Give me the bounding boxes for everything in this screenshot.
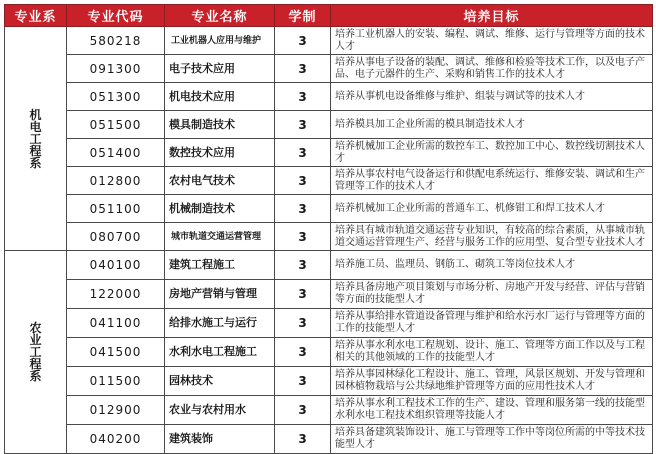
major-name: 水利水电工程施工 xyxy=(165,338,275,367)
major-code: 580218 xyxy=(67,27,165,55)
major-code: 041100 xyxy=(67,309,165,338)
header-years: 学制 xyxy=(275,5,331,27)
major-code: 040200 xyxy=(67,425,165,454)
header-goal: 培养目标 xyxy=(331,5,653,27)
training-goal: 培养具有城市轨道交通运营专业知识，有较高的综合素质，从事城市轨道交通运营管理生产、经营与服务工作的应用型、复合型专业技术人才 xyxy=(331,223,653,251)
training-goal: 培养模具加工企业所需的模具制造技术人才 xyxy=(331,111,653,139)
training-goal: 培养从事农村电气设备运行和供配电系统运行、维修安装、调试和生产管理等工作的技术人才 xyxy=(331,167,653,195)
table-row xyxy=(5,27,653,55)
major-code: 011500 xyxy=(67,367,165,396)
department-name: 机电工程系 xyxy=(29,107,42,170)
training-goal: 培养机械加工企业所需的数控车工、数控加工中心、数控线切割技术人才 xyxy=(331,139,653,167)
major-code: 122000 xyxy=(67,280,165,309)
study-years: 3 xyxy=(275,223,331,251)
major-name: 数控技术应用 xyxy=(165,139,275,167)
study-years: 3 xyxy=(275,309,331,338)
major-name: 机械制造技术 xyxy=(165,195,275,223)
table-row xyxy=(5,280,653,309)
major-code: 012800 xyxy=(67,167,165,195)
header-name: 专业名称 xyxy=(165,5,275,27)
header-row xyxy=(5,5,653,27)
table-row xyxy=(5,251,653,280)
training-goal: 培养施工员、监理员、钢筋工、砌筑工等岗位技术人才 xyxy=(331,251,653,280)
department-cell xyxy=(5,251,67,454)
major-name: 机电技术应用 xyxy=(165,83,275,111)
study-years: 3 xyxy=(275,111,331,139)
training-goal: 培养机械加工企业所需的普通车工、机修钳工和焊工技术人才 xyxy=(331,195,653,223)
study-years: 3 xyxy=(275,83,331,111)
table-row xyxy=(5,55,653,83)
major-code: 051100 xyxy=(67,195,165,223)
department-name: 农业工程系 xyxy=(29,321,42,383)
study-years: 3 xyxy=(275,338,331,367)
training-goal: 培养工业机器人的安装、编程、调试、维修、运行与管理等方面的技术人才 xyxy=(331,27,653,55)
major-code: 040100 xyxy=(67,251,165,280)
major-name: 建筑工程施工 xyxy=(165,251,275,280)
study-years: 3 xyxy=(275,27,331,55)
study-years: 3 xyxy=(275,251,331,280)
training-goal: 培养具备建筑装饰设计、施工与管理等工作中等岗位所需的中等技术技能型人才 xyxy=(331,425,653,454)
table-row xyxy=(5,83,653,111)
training-goal: 培养从事园林绿化工程设计、施工、管理，风景区规划、开发与管理和园林植物栽培与公共绿地维护管理等方面的应用性技术人才 xyxy=(331,367,653,396)
table-row xyxy=(5,367,653,396)
major-name: 建筑装饰 xyxy=(165,425,275,454)
major-name: 给排水施工与运行 xyxy=(165,309,275,338)
major-name: 电子技术应用 xyxy=(165,55,275,83)
training-goal: 培养从事水利工程技术工作的生产、建设、管理和服务第一线的技能型水利水电工程技术组织管理等技能人才 xyxy=(331,396,653,425)
study-years: 3 xyxy=(275,425,331,454)
program-table xyxy=(4,4,653,454)
table-row xyxy=(5,195,653,223)
table-row xyxy=(5,425,653,454)
major-code: 041500 xyxy=(67,338,165,367)
major-code: 051300 xyxy=(67,83,165,111)
table-row xyxy=(5,139,653,167)
major-name: 农村电气技术 xyxy=(165,167,275,195)
major-code: 080700 xyxy=(67,223,165,251)
major-name: 模具制造技术 xyxy=(165,111,275,139)
study-years: 3 xyxy=(275,396,331,425)
training-goal: 培养具备房地产项目策划与市场分析、房地产开发与经营、评估与营销等方面的技能型人才 xyxy=(331,280,653,309)
study-years: 3 xyxy=(275,280,331,309)
study-years: 3 xyxy=(275,55,331,83)
table-row xyxy=(5,223,653,251)
training-goal: 培养从事机电设备维修与维护、组装与调试等的技术人才 xyxy=(331,83,653,111)
header-department: 专业系 xyxy=(5,5,67,27)
header-code: 专业代码 xyxy=(67,5,165,27)
study-years: 3 xyxy=(275,139,331,167)
program-table-container xyxy=(4,4,652,450)
table-row xyxy=(5,309,653,338)
study-years: 3 xyxy=(275,167,331,195)
training-goal: 培养从事水利水电工程规划、设计、施工、管理等方面工作以及与工程相关的其他领域的工作的技能型人才 xyxy=(331,338,653,367)
table-row xyxy=(5,111,653,139)
table-row xyxy=(5,167,653,195)
study-years: 3 xyxy=(275,367,331,396)
table-row xyxy=(5,338,653,367)
department-cell xyxy=(5,27,67,251)
training-goal: 培养从事电子设备的装配、调试、维修和检验等技术工作，以及电子产品、电子元器件的生产、采购和销售工作的技术人才 xyxy=(331,55,653,83)
major-code: 051400 xyxy=(67,139,165,167)
major-name: 园林技术 xyxy=(165,367,275,396)
major-name: 农业与农村用水 xyxy=(165,396,275,425)
training-goal: 培养从事给排水管道设备管理与维护和给水污水厂运行与管理等方面的工作的技能型人才 xyxy=(331,309,653,338)
major-code: 051500 xyxy=(67,111,165,139)
major-name: 城市轨道交通运营管理 xyxy=(165,223,275,251)
major-code: 012900 xyxy=(67,396,165,425)
study-years: 3 xyxy=(275,195,331,223)
major-name: 工业机器人应用与维护 xyxy=(165,27,275,55)
major-name: 房地产营销与管理 xyxy=(165,280,275,309)
major-code: 091300 xyxy=(67,55,165,83)
table-row xyxy=(5,396,653,425)
